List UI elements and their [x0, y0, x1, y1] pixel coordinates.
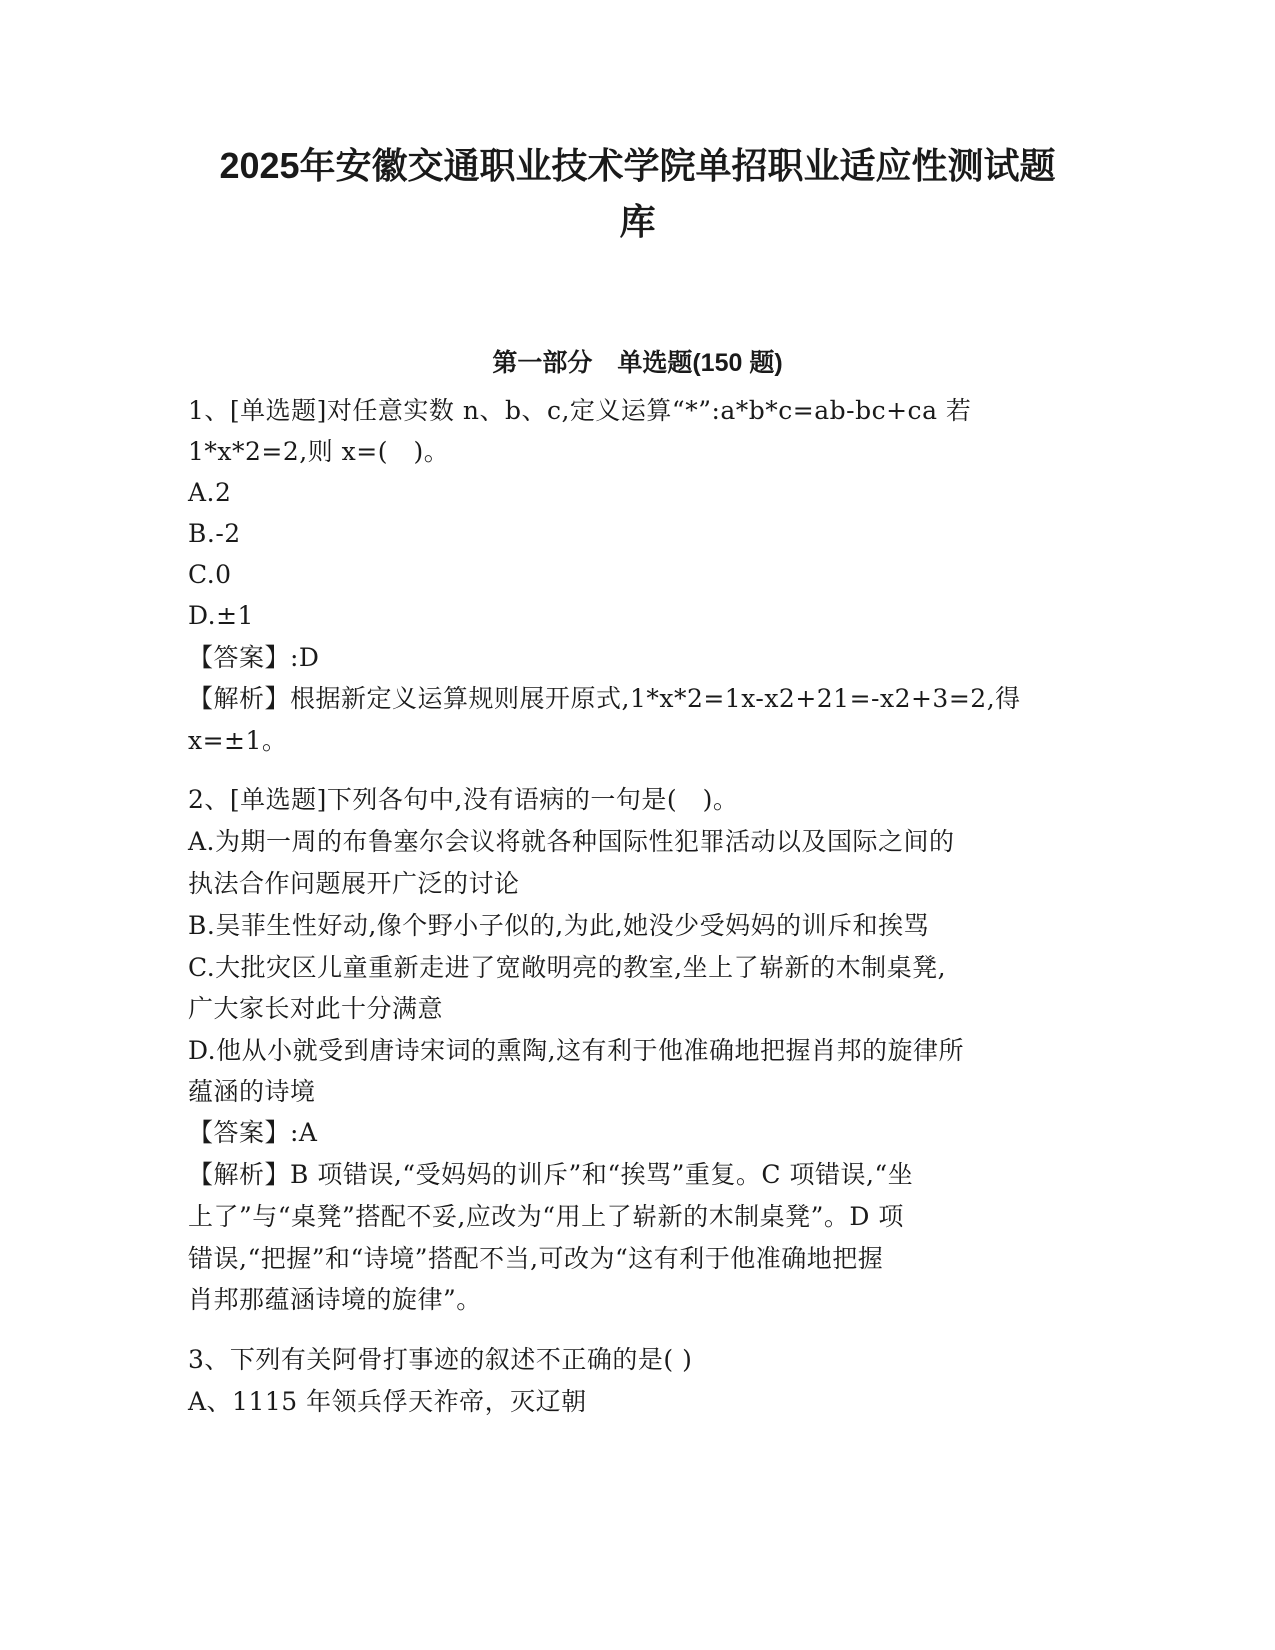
q2-option-a-line-1: A.为期一周的布鲁塞尔会议将就各种国际性犯罪活动以及国际之间的 — [188, 827, 955, 856]
q2-stem-line-1: 2、[单选题]下列各句中,没有语病的一句是( )。 — [188, 785, 739, 814]
q2-option-d-line-2: 蕴涵的诗境 — [188, 1077, 316, 1106]
document-title-line-1: 2025年安徽交通职业技术学院单招职业适应性测试题 — [219, 145, 1056, 186]
q2-analysis-line-3: 错误,“把握”和“诗境”搭配不当,可改为“这有利于他准确地把握 — [188, 1244, 884, 1273]
q1-option-d: D.±1 — [188, 601, 254, 630]
q3-option-a: A、1115 年领兵俘天祚帝，灭辽朝 — [188, 1387, 587, 1416]
q2-analysis-line-2: 上了”与“桌凳”搭配不妥,应改为“用上了崭新的木制桌凳”。D 项 — [188, 1202, 904, 1231]
q1-analysis-line-2: x=±1。 — [188, 726, 288, 755]
q2-option-d-line-1: D.他从小就受到唐诗宋词的熏陶,这有利于他准确地把握肖邦的旋律所 — [188, 1036, 965, 1065]
q2-option-b: B.吴菲生性好动,像个野小子似的,为此,她没少受妈妈的训斥和挨骂 — [188, 911, 930, 940]
q3-stem-line-1: 3、下列有关阿骨打事迹的叙述不正确的是( ) — [188, 1345, 693, 1374]
q2-option-a-line-2: 执法合作问题展开广泛的讨论 — [188, 869, 520, 898]
q1-answer: 【答案】:D — [188, 643, 320, 672]
q2-answer: 【答案】:A — [188, 1118, 318, 1147]
q1-analysis-line-1: 【解析】根据新定义运算规则展开原式,1*x*2=1x-x2+21=-x2+3=2,得 — [188, 684, 1021, 713]
q1-option-b: B.-2 — [188, 519, 241, 548]
q1-stem-line-1: 1、[单选题]对任意实数 n、b、c,定义运算“*”:a*b*c=ab-bc+ca 若 — [188, 396, 972, 425]
q2-option-c-line-2: 广大家长对此十分满意 — [188, 994, 444, 1023]
q1-stem-line-2: 1*x*2=2,则 x=( )。 — [188, 437, 450, 466]
document-title-line-2: 库 — [619, 201, 656, 242]
q2-analysis-line-1: 【解析】B 项错误,“受妈妈的训斥”和“挨骂”重复。C 项错误,“坐 — [188, 1160, 914, 1189]
q1-option-c: C.0 — [188, 560, 232, 589]
q1-option-a: A.2 — [188, 478, 232, 507]
section-heading: 第一部分 单选题(150 题) — [492, 349, 783, 377]
q2-option-c-line-1: C.大批灾区儿童重新走进了宽敞明亮的教室,坐上了崭新的木制桌凳, — [188, 953, 947, 982]
q2-analysis-line-4: 肖邦那蕴涵诗境的旋律”。 — [188, 1285, 482, 1314]
